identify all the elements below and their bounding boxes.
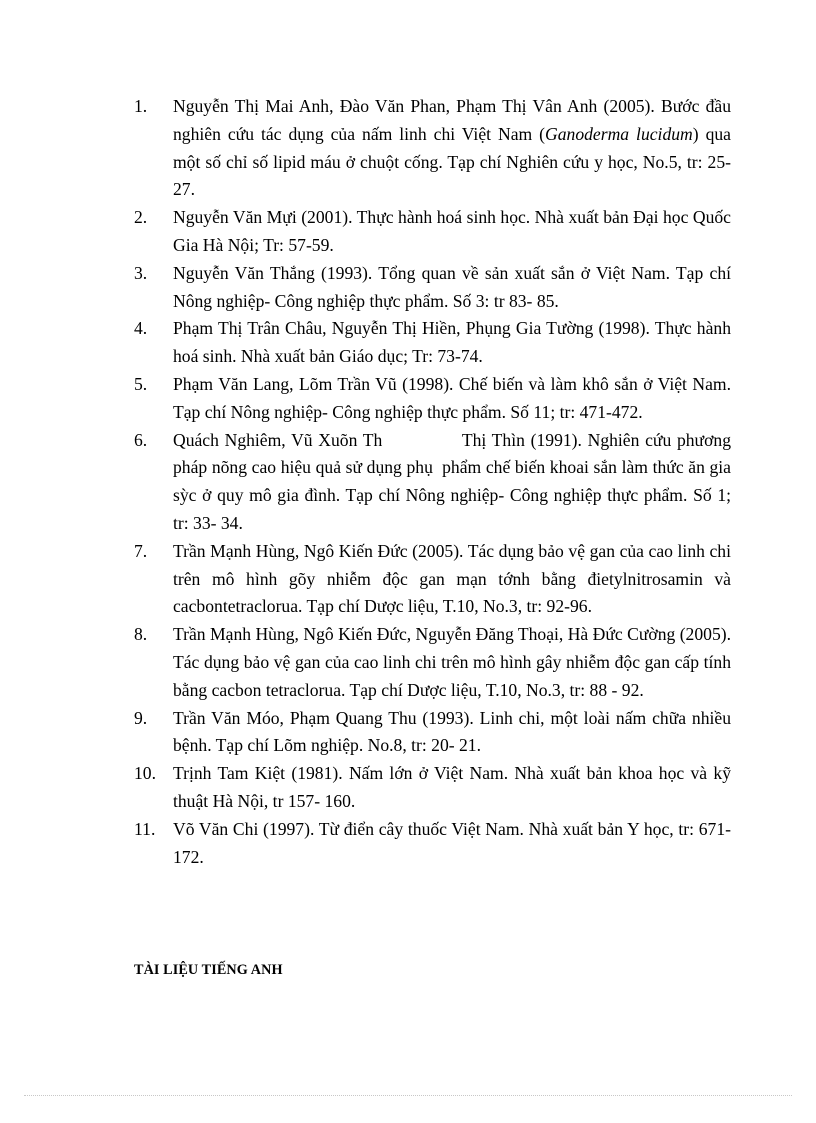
reference-item-3: [134, 260, 731, 316]
reference-list: [134, 93, 736, 871]
reference-text: Nguyễn Văn Thắng (1993). Tổng quan về sản xuất sắn ở Việt Nam. Tạp chí Nông nghiệp- Công nghiệp thực phẩm. Số 3: tr 83- 85.: [173, 262, 731, 311]
reference-number: 6.: [134, 429, 148, 450]
reference-text: Nguyễn Văn Mựi (2001). Thực hành hoá sinh học. Nhà xuất bản Đại học Quốc Gia Hà Nội; Tr: 57-59.: [173, 207, 731, 255]
reference-number: 11.: [134, 818, 156, 839]
reference-item-10: [134, 760, 731, 816]
reference-item-5: [134, 371, 731, 427]
reference-item-1: [134, 93, 731, 204]
reference-item-2: [134, 204, 731, 260]
species-name: Ganoderma lucidum: [545, 123, 693, 144]
reference-number: 7.: [134, 540, 148, 561]
reference-text: Phạm Văn Lang, Lõm Trần Vũ (1998). Chế biến và làm khô sắn ở Việt Nam. Tạp chí Nông nghiệp- Công nghiệp thực phẩm. Số 11; tr: 471-472.: [173, 373, 731, 422]
reference-item-11: [134, 816, 731, 872]
reference-item-4: [134, 315, 731, 371]
reference-item-8: [134, 621, 731, 704]
reference-text: Trần Văn Móo, Phạm Quang Thu (1993). Linh chi, một loài nấm chữa nhiều bệnh. Tạp chí Lõm nghiệp. No.8, tr: 20- 21.: [173, 707, 731, 756]
section-heading-english-references: TÀI LIỆU TIẾNG ANH: [134, 962, 283, 978]
page-bottom-border: [24, 1095, 792, 1096]
reference-item-9: [134, 705, 731, 761]
reference-number: 2.: [134, 207, 148, 228]
reference-text: Nguyễn Thị Mai Anh, Đào Văn Phan, Phạm Thị Vân Anh (2005). Bước đầu nghiên cứu tác dụng của nấm linh chi Việt Nam (Ganoderma lucidum) qua một số chỉ số lipid máu ở chuột cống. Tạp chí Nghiên cứu y học, No.5, tr: 25-27.: [173, 96, 731, 200]
reference-number: 3.: [134, 262, 148, 283]
reference-number: 10.: [134, 763, 156, 784]
reference-number: 4.: [134, 318, 148, 339]
reference-text: Trần Mạnh Hùng, Ngô Kiến Đức (2005). Tác dụng bảo vệ gan của cao linh chi trên mô hình gõy nhiễm độc gan mạn tớnh bằng đietylnitrosamin và cacbontetraclorua. Tạp chí Dược liệu, T.10, No.3, tr: 92-96.: [173, 540, 731, 617]
reference-number: 8.: [134, 624, 148, 645]
reference-number: 9.: [134, 707, 148, 728]
reference-text: Trần Mạnh Hùng, Ngô Kiến Đức, Nguyễn Đăng Thoại, Hà Đức Cường (2005). Tác dụng bảo vệ gan của cao linh chi trên mô hình gây nhiễm độc gan cấp tính bằng cacbon tetraclorua. Tạp chí Dược liệu, T.10, No.3, tr: 88 - 92.: [173, 624, 731, 700]
reference-text: Phạm Thị Trân Châu, Nguyễn Thị Hiền, Phụng Gia Tường (1998). Thực hành hoá sinh. Nhà xuất bản Giáo dục; Tr: 73-74.: [173, 318, 731, 367]
reference-text: Quách Nghiêm, Vũ Xuõn Th Thị Thìn (1991). Nghiên cứu phương pháp nõng cao hiệu quả sử dụng phụ phẩm chế biến khoai sắn làm thức ăn gia sỳc ở quy mô gia đình. Tạp chí Nông nghiệp- Công nghiệp thực phẩm. Số 1; tr: 33- 34.: [173, 429, 736, 533]
reference-item-7: [134, 538, 731, 621]
reference-text: Võ Văn Chi (1997). Từ điển cây thuốc Việt Nam. Nhà xuất bản Y học, tr: 671- 172.: [173, 818, 731, 867]
reference-number: 5.: [134, 373, 148, 394]
reference-text: Trịnh Tam Kiệt (1981). Nấm lớn ở Việt Nam. Nhà xuất bản khoa học và kỹ thuật Hà Nội, tr 157- 160.: [173, 763, 731, 811]
reference-number: 1.: [134, 96, 148, 116]
reference-item-6: [134, 427, 736, 538]
